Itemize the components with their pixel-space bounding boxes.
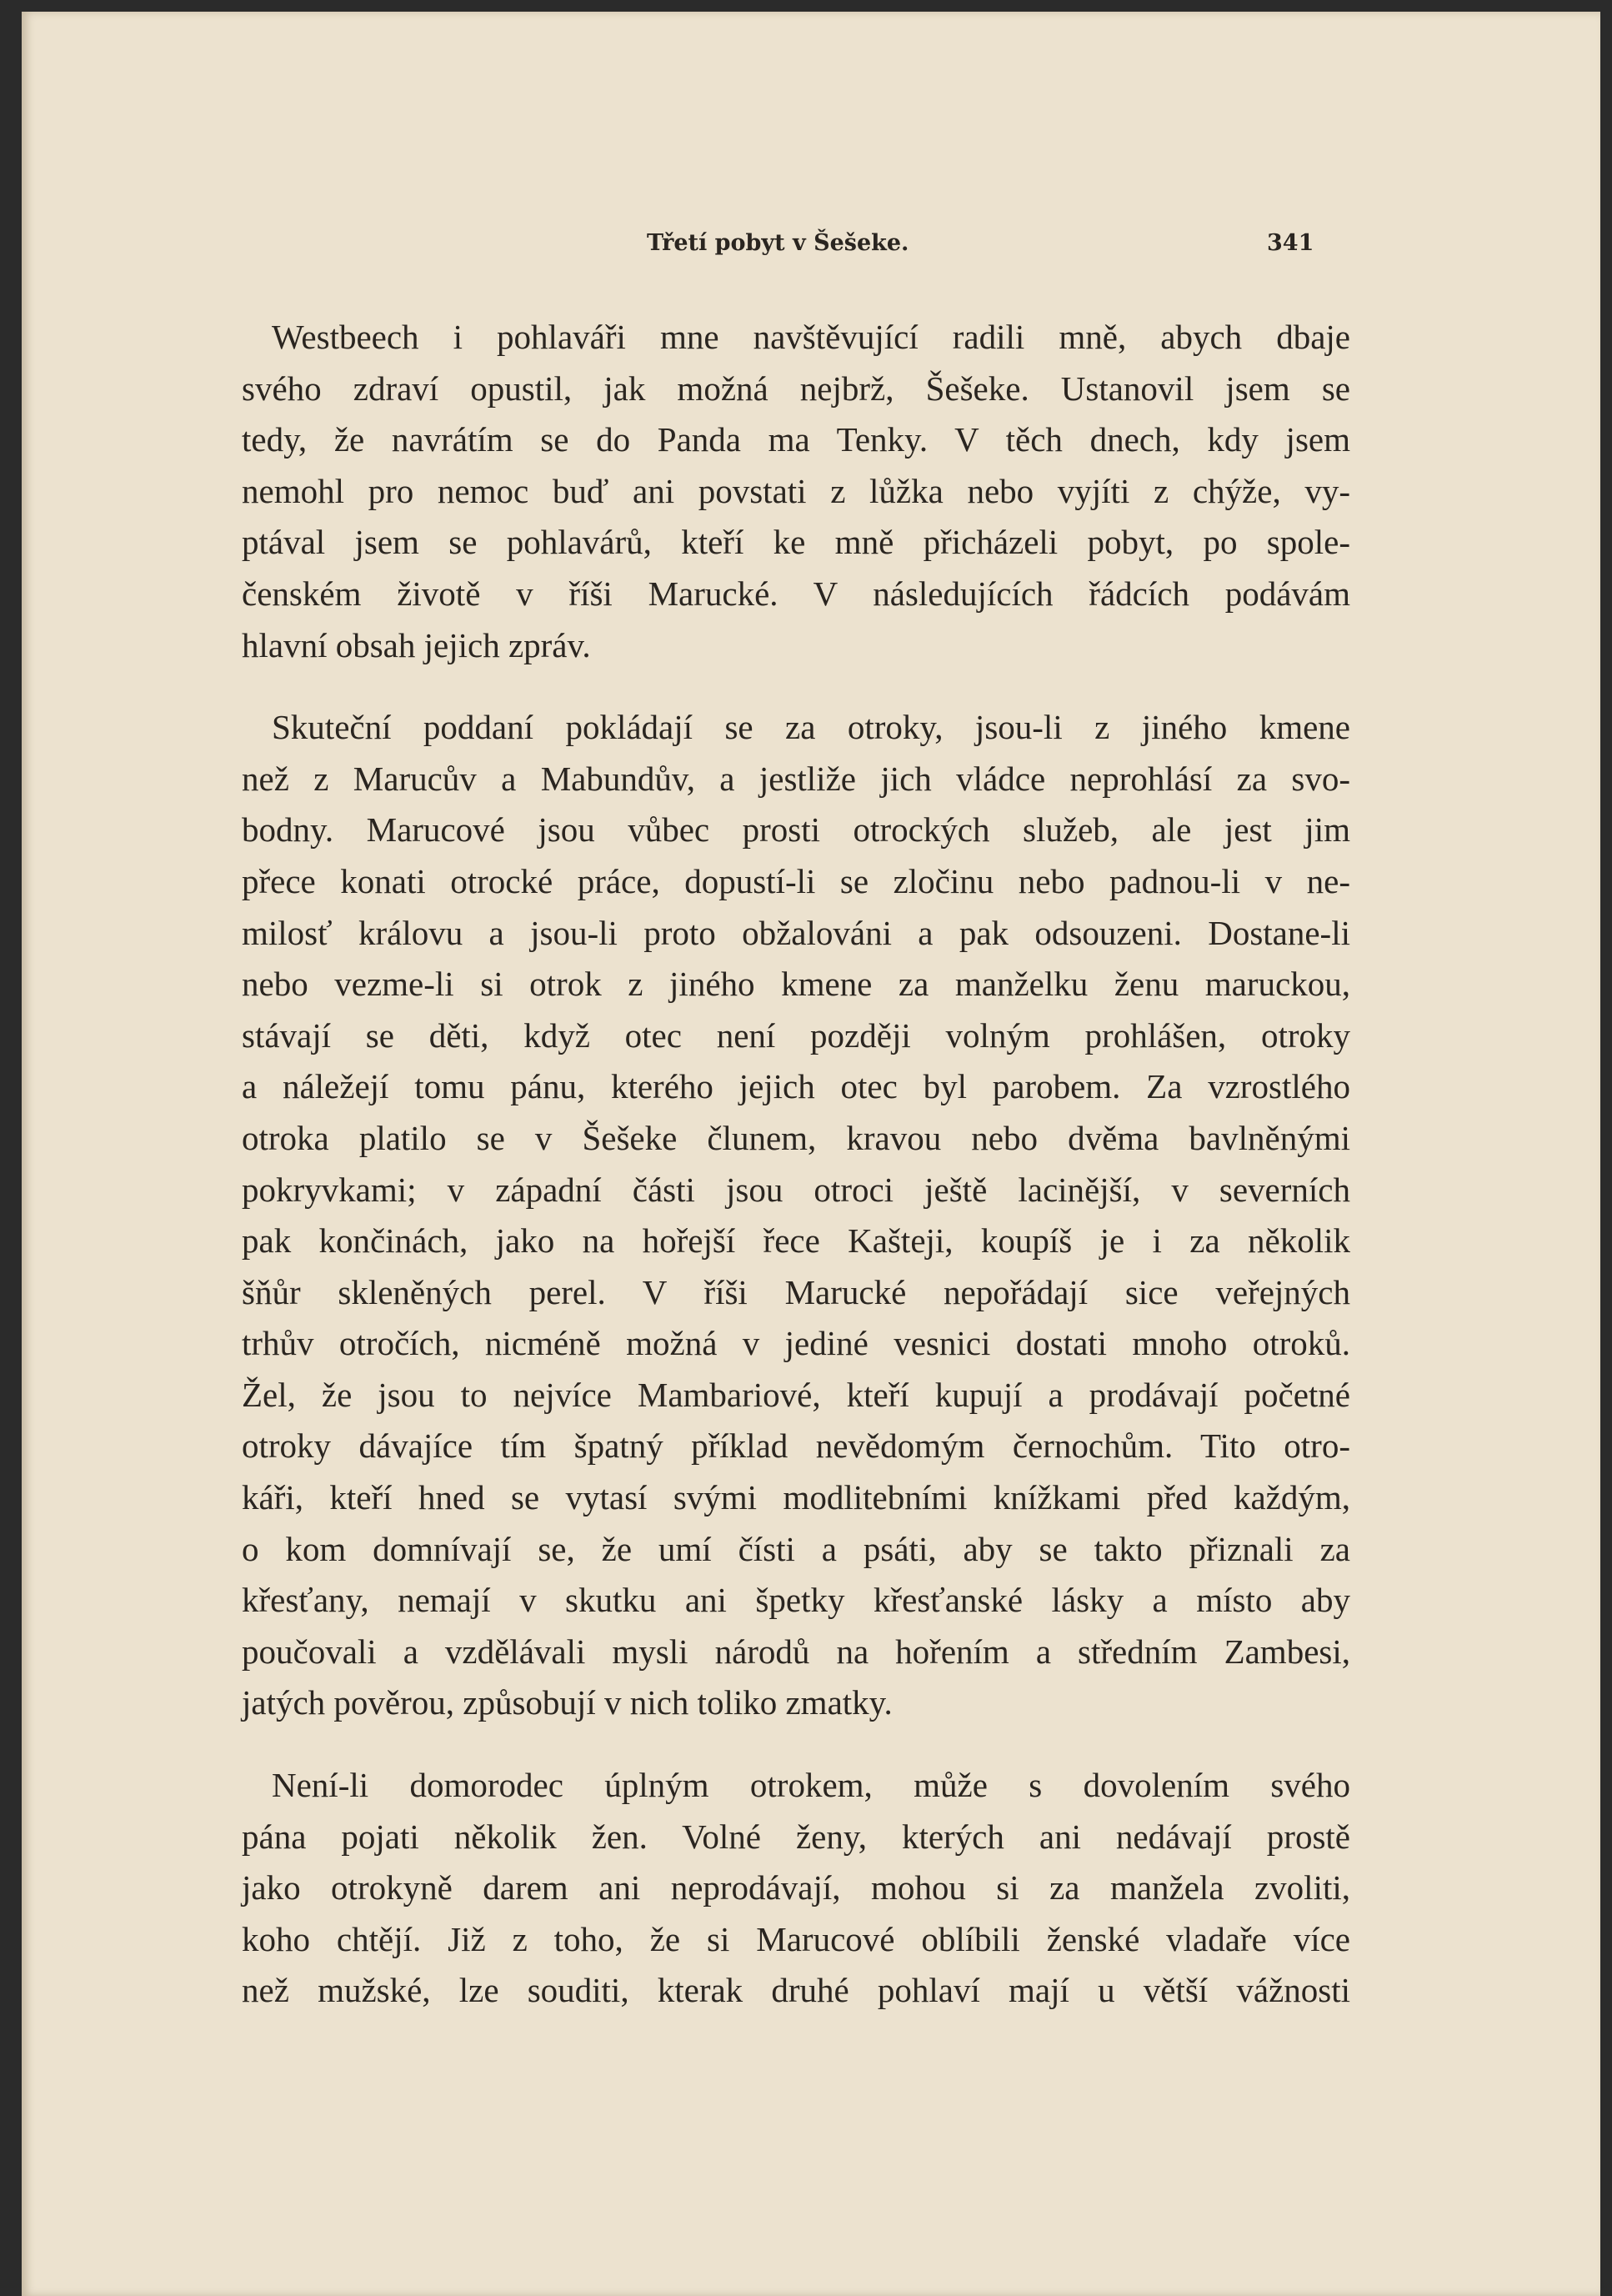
text-line: čenském životě v říši Marucké. V následujících řádcích podávám — [242, 574, 1350, 613]
page-number: 341 — [1267, 230, 1314, 256]
text-line: přece konati otrocké práce, dopustí-li se zločinu nebo padnou-li v ne- — [242, 861, 1350, 900]
text-line: křesťany, nemají v skutku ani špetky křesťanské lásky a místo aby — [242, 1581, 1350, 1620]
text-line: Westbeech i pohlaváři mne navštěvující radili mně, abych dbaje — [272, 318, 1350, 356]
text-line: poučovali a vzdělávali mysli národů na hořením a středním Zambesi, — [242, 1632, 1350, 1671]
text-line: pána pojati několik žen. Volné ženy, kterých ani nedávají prostě — [242, 1817, 1350, 1856]
text-line: nebo vezme-li si otrok z jiného kmene za manželku ženu maruckou, — [242, 965, 1350, 1004]
text-line: a náležejí tomu pánu, kterého jejich otec byl parobem. Za vzrostlého — [242, 1067, 1350, 1106]
paragraph — [242, 1760, 1350, 2017]
text-line: o kom domnívají se, že umí čísti a psáti, aby se takto přiznali za — [242, 1529, 1350, 1568]
text-line: otroka platilo se v Šešeke člunem, kravou nebo dvěma bavlněnými — [242, 1118, 1350, 1157]
text-line: jatých pověrou, způsobují v nich toliko zmatky. — [242, 1683, 893, 1722]
text-line: než z Marucův a Mabundův, a jestliže jich vládce neprohlásí za svo- — [242, 759, 1350, 798]
text-line: než mužské, lze souditi, kterak druhé pohlaví mají u větší vážnosti — [242, 1971, 1350, 2010]
text-line: ptával jsem se pohlavárů, kteří ke mně přicházeli pobyt, po spole- — [242, 523, 1350, 562]
text-line: trhův otročích, nicméně možná v jediné vesnici dostati mnoho otroků. — [242, 1324, 1350, 1363]
text-line: pak končinách, jako na hořejší řece Kašteji, koupíš je i za několik — [242, 1221, 1350, 1261]
text-line: tedy, že navrátím se do Panda ma Tenky. V těch dnech, kdy jsem — [242, 420, 1350, 459]
text-line: Není-li domorodec úplným otrokem, může s dovolením svého — [272, 1766, 1350, 1805]
text-line: bodny. Marucové jsou vůbec prosti otrockých služeb, ale jest jim — [242, 810, 1350, 850]
text-line: hlavní obsah jejich zpráv. — [242, 625, 591, 664]
book-page — [22, 12, 1600, 2296]
text-line: svého zdraví opustil, jak možná nejbrž, Šešeke. Ustanovil jsem se — [242, 368, 1350, 408]
text-line: Žel, že jsou to nejvíce Mambariové, kteří kupují a prodávají početné — [242, 1375, 1350, 1414]
text-line: pokryvkami; v západní části jsou otroci ještě lacinější, v severních — [242, 1170, 1350, 1209]
text-line: Skuteční poddaní pokládají se za otroky, jsou-li z jiného kmene — [272, 708, 1350, 747]
text-line: milosť královu a jsou-li proto obžalováni a pak odsouzeni. Dostane-li — [242, 913, 1350, 952]
text-line: stávají se děti, když otec není později volným prohlášen, otroky — [242, 1015, 1350, 1055]
text-line: nemohl pro nemoc buď ani povstati z lůžka nebo vyjíti z chýže, vy- — [242, 471, 1350, 510]
running-title: Třetí pobyt v Šešeke. — [647, 230, 909, 256]
text-line: jako otrokyně darem ani neprodávají, mohou si za manžela zvoliti, — [242, 1868, 1350, 1907]
text-line: otroky dávajíce tím špatný příklad nevědomým černochům. Tito otro- — [242, 1426, 1350, 1466]
body-text — [242, 312, 1350, 2048]
text-line: šňůr skleněných perel. V říši Marucké nepořádají sice veřejných — [242, 1272, 1350, 1311]
text-line: koho chtějí. Již z toho, že si Marucové oblíbili ženské vladaře více — [242, 1919, 1350, 1958]
text-line: káři, kteří hned se vytasí svými modlitebními knížkami před každým, — [242, 1478, 1350, 1517]
paragraph — [242, 312, 1350, 671]
paragraph — [242, 702, 1350, 1729]
page-header — [22, 230, 1600, 263]
